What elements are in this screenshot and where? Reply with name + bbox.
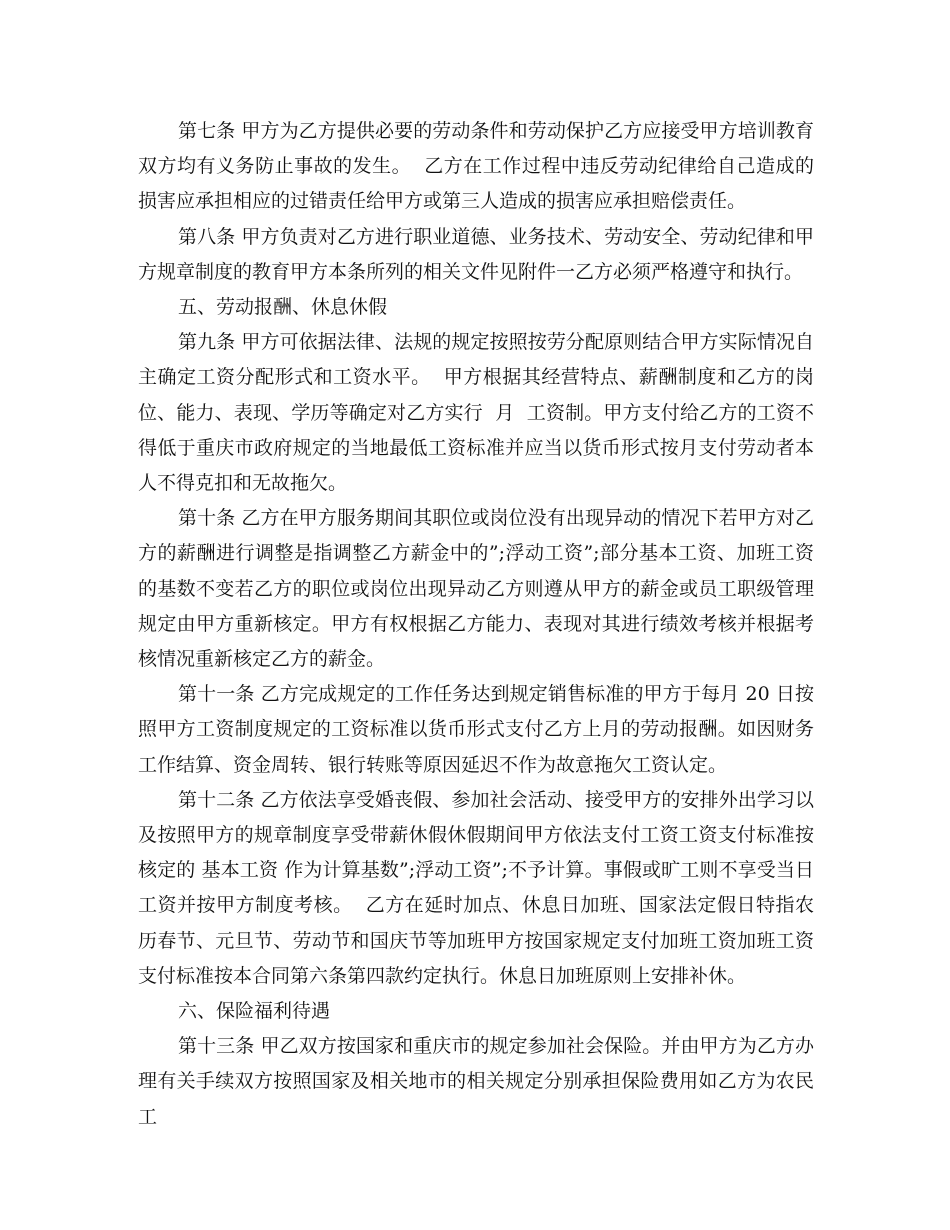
section-heading-5: 五、劳动报酬、休息休假 [178, 296, 388, 319]
paragraph-article-11: 第十一条 乙方完成规定的工作任务达到规定销售标准的甲方于每月 20 日按照甲方工资制度规定的工资标准以货币形式支付乙方上月的劳动报酬。如因财务工作结算、资金周转、银行转账等原因延迟不作为故意拖欠工资认定。 [138, 683, 814, 776]
paragraph-article-12: 第十二条 乙方依法享受婚丧假、参加社会活动、接受甲方的安排外出学习以及按照甲方的规章制度享受带薪休假休假期间甲方依法支付工资工资支付标准按核定的 基本工资 作为计算基数”;浮动工资”;不予计算。事假或旷工则不享受当日工资并按甲方制度考核。 乙方在延时加点、休息日加班、国家法定假日特指农历春节、元旦节、劳动节和国庆节等加班甲方按国家规定支付加班工资加班工资支付标准按本合同第六条第四款约定执行。休息日加班原则上安排补休。 [138, 788, 814, 987]
section-heading-6: 六、保险福利待遇 [178, 1000, 331, 1023]
paragraph-article-8: 第八条 甲方负责对乙方进行职业道德、业务技术、劳动安全、劳动纪律和甲方规章制度的教育甲方本条所列的相关文件见附件一乙方必须严格遵守和执行。 [138, 225, 814, 283]
paragraph-article-7: 第七条 甲方为乙方提供必要的劳动条件和劳动保护乙方应接受甲方培训教育双方均有义务防止事故的发生。 乙方在工作过程中违反劳动纪律给自己造成的损害应承担相应的过错责任给甲方或第三人造成的损害应承担赔偿责任。 [138, 120, 814, 213]
document-body [138, 114, 814, 1135]
paragraph-article-13: 第十三条 甲乙双方按国家和重庆市的规定参加社会保险。并由甲方为乙方办理有关手续双方按照国家及相关地市的相关规定分别承担保险费用如乙方为农民工 [138, 1035, 814, 1128]
paragraph-article-9: 第九条 甲方可依据法律、法规的规定按照按劳分配原则结合甲方实际情况自主确定工资分配形式和工资水平。 甲方根据其经营特点、薪酬制度和乙方的岗位、能力、表现、学历等确定对乙方实行 月 工资制。甲方支付给乙方的工资不得低于重庆市政府规定的当地最低工资标准并应当以货币形式按月支付劳动者本人不得克扣和无故拖欠。 [138, 331, 814, 495]
paragraph-article-10: 第十条 乙方在甲方服务期间其职位或岗位没有出现异动的情况下若甲方对乙方的薪酬进行调整是指调整乙方薪金中的”;浮动工资”;部分基本工资、加班工资的基数不变若乙方的职位或岗位出现异动乙方则遵从甲方的薪金或员工职级管理规定由甲方重新核定。甲方有权根据乙方能力、表现对其进行绩效考核并根据考核情况重新核定乙方的薪金。 [138, 507, 814, 671]
